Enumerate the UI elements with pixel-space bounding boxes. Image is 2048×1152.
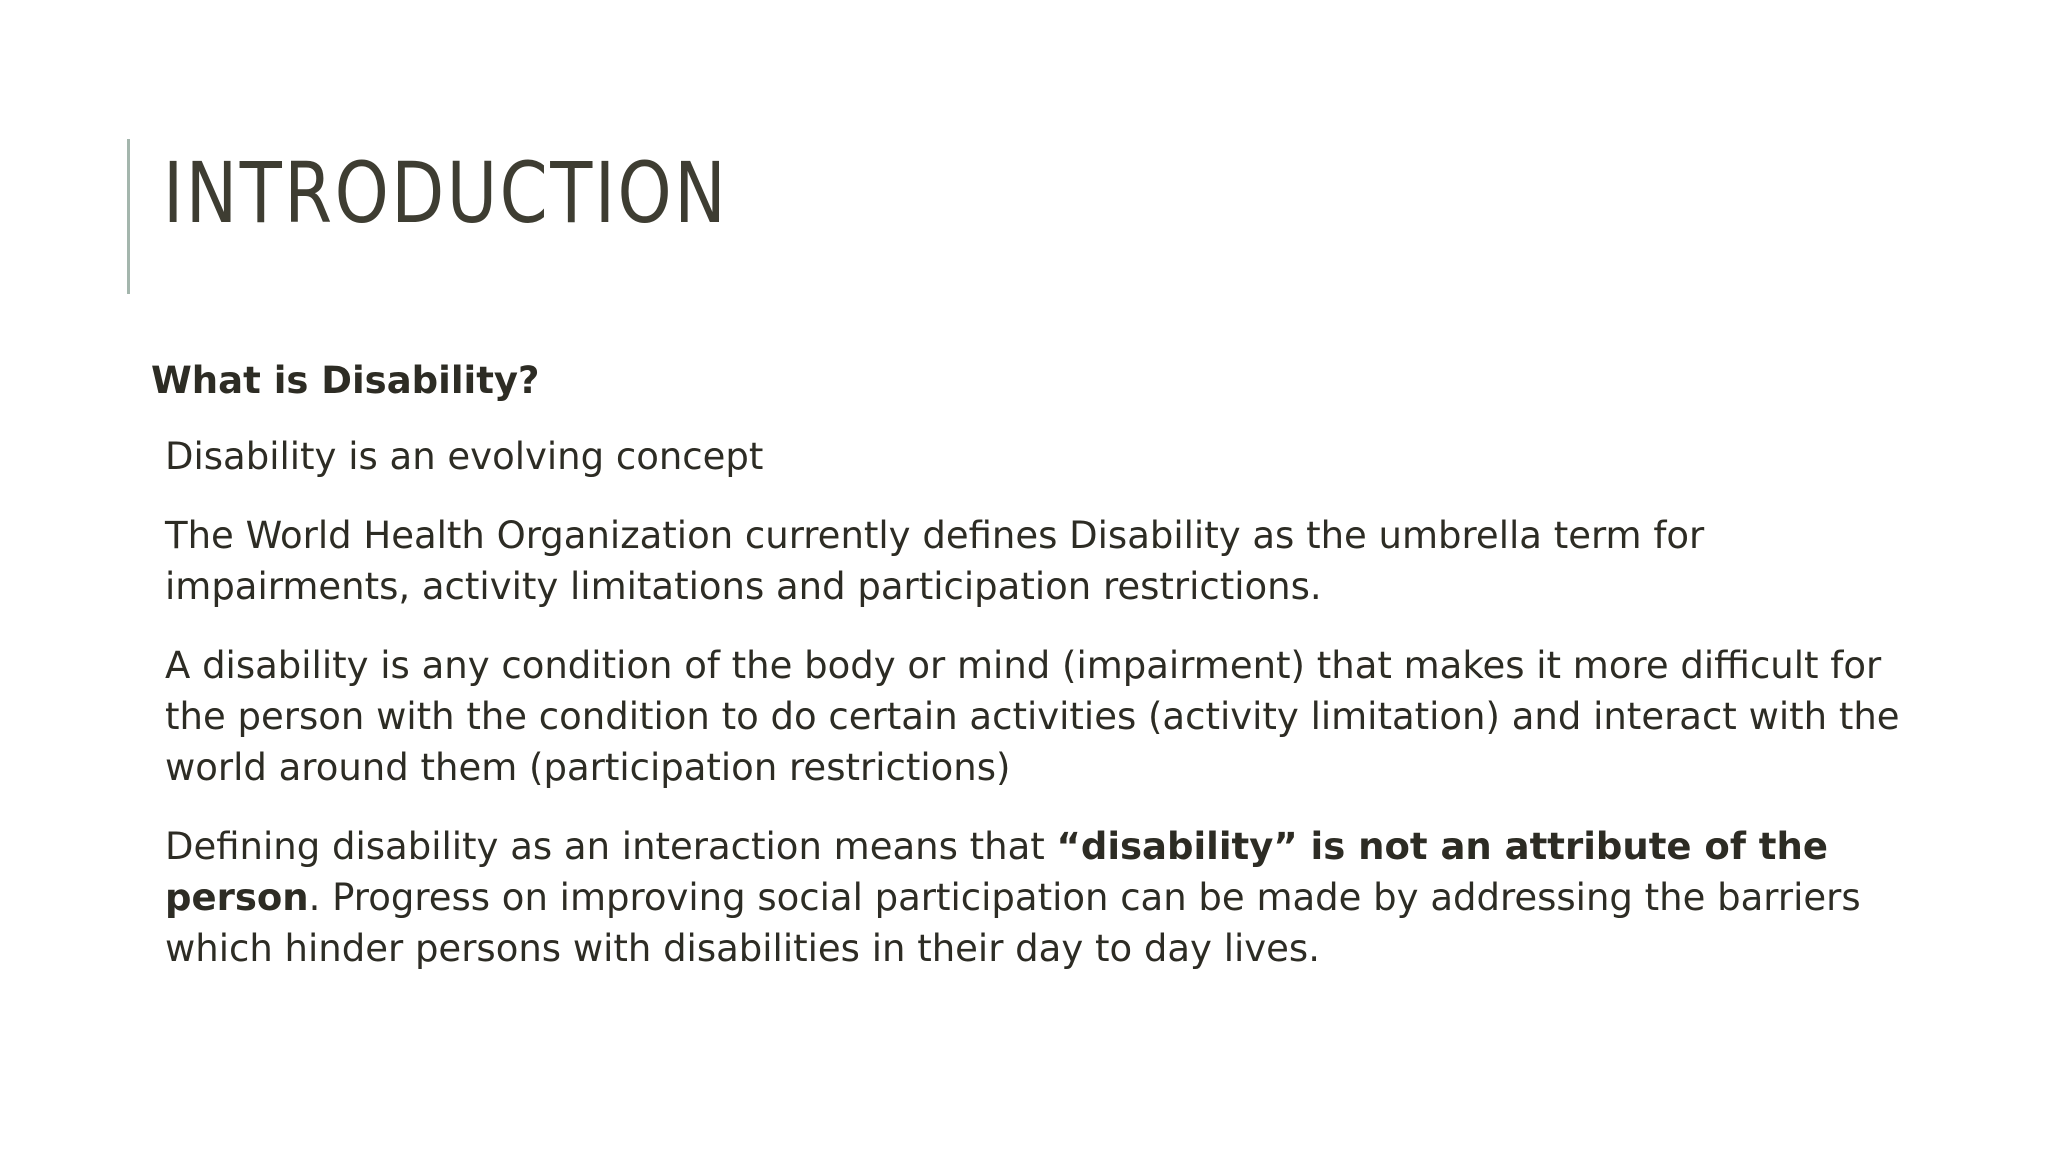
paragraph-interaction-definition [165,821,1911,974]
paragraph-condition-definition: A disability is any condition of the body or mind (impairment) that makes it more difficult for the person with the condition to do certain activities (activity limitation) and interact with the world around them (participation restrictions) [165,644,1900,789]
paragraph-interaction-emphasis: “disability” is not an attribute of the person [165,825,1828,919]
paragraph-who-definition: The World Health Organization currently defines Disability as the umbrella term for impairments, activity limitations and participation restrictions. [165,514,1705,608]
paragraph-evolving-concept: Disability is an evolving concept [165,435,764,478]
paragraph-interaction-tail: . Progress on improving social participation can be made by addressing the barriers which hinder persons with disabilities in their day to day lives. [165,876,1861,970]
paragraph-interaction-lead: Defining disability as an interaction means that [165,825,1057,868]
slide-body [151,355,1911,1002]
slide-title: INTRODUCTION [163,144,729,242]
title-accent-bar [127,139,130,294]
subheading: What is Disability? [151,359,540,402]
